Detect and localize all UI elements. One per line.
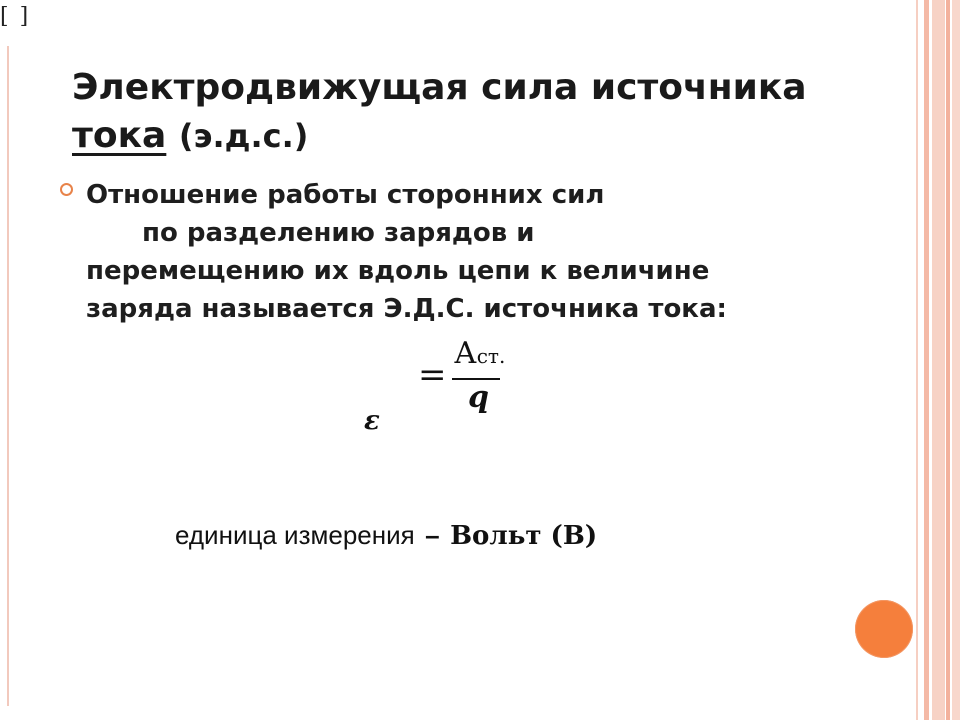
right-stripe	[932, 0, 945, 720]
numerator-main: А	[454, 336, 477, 371]
right-stripe	[952, 0, 960, 720]
slide-title	[72, 64, 852, 160]
paragraph-line: по разделению зарядов и	[142, 218, 535, 248]
left-border-line	[7, 46, 9, 706]
right-stripe	[946, 0, 950, 720]
unit-dash: –	[425, 520, 440, 550]
paragraph-line: Отношение работы сторонних сил	[86, 180, 605, 210]
unit-label: единица измерения	[175, 520, 415, 550]
formula-equals: =	[418, 355, 447, 395]
right-stripe	[924, 0, 929, 720]
numerator-subscript: ст.	[476, 344, 506, 368]
title-underlined-word: тока	[72, 115, 167, 156]
bullet-circle-icon	[60, 183, 73, 196]
formula-denominator: q	[468, 380, 489, 415]
title-line-2	[72, 112, 852, 160]
formula-numerator	[454, 336, 505, 371]
decorative-circle-icon	[855, 600, 913, 658]
right-stripe	[916, 0, 918, 720]
unit-value: Вольт (В)	[450, 521, 598, 551]
title-abbreviation: (э.д.с.)	[178, 117, 309, 155]
paragraph-line: заряда называется Э.Д.С. источника тока:	[86, 294, 727, 324]
definition-paragraph	[86, 176, 846, 328]
title-line-1: Электродвижущая сила источника	[72, 67, 807, 108]
paragraph-line: перемещению их вдоль цепи к величине	[86, 256, 710, 286]
emf-symbol: ε	[364, 406, 380, 436]
corner-bracket: [ ]	[0, 4, 31, 29]
unit-line	[175, 520, 597, 551]
